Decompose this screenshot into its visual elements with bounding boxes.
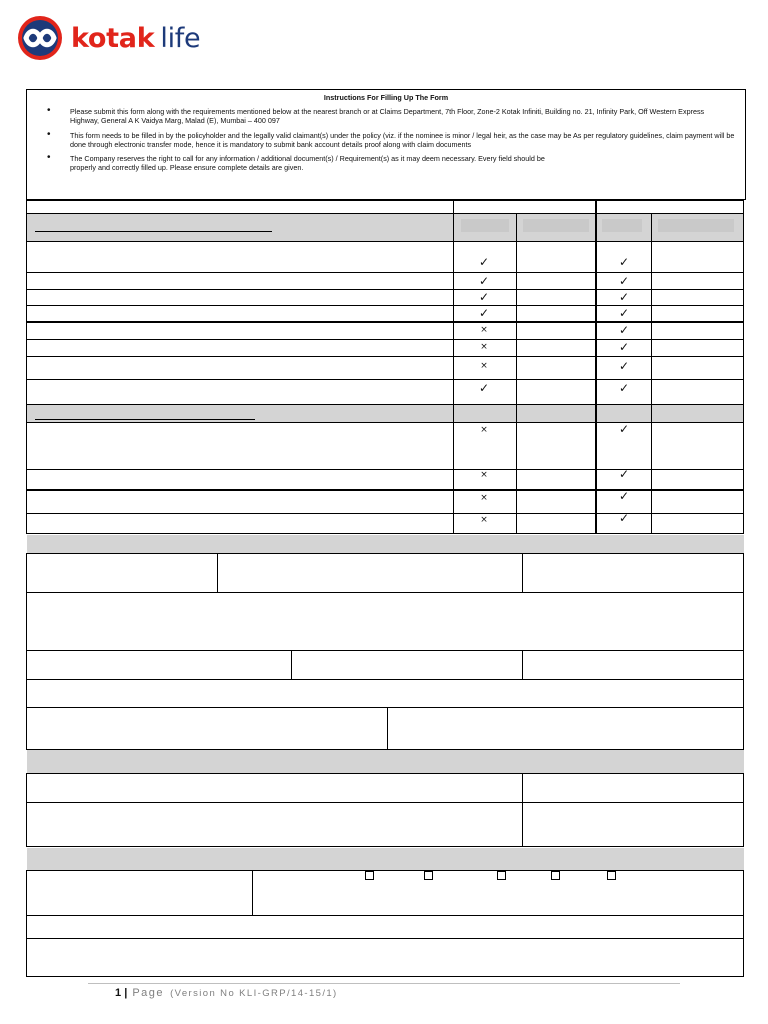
header-cell bbox=[523, 219, 589, 232]
form-rule bbox=[26, 870, 744, 871]
instructions-box bbox=[26, 89, 746, 200]
form-rule bbox=[522, 773, 523, 847]
check-icon: ✓ bbox=[618, 290, 630, 304]
form-rule bbox=[217, 553, 218, 592]
check-icon: ✓ bbox=[618, 306, 630, 320]
section-header-band bbox=[27, 848, 744, 870]
instruction-item: • The Company reserves the right to call for any information / additional document(s) / Requirement(s) as it may deem necessary. Every field should be properly and correctly filled up. Please ensure complete details are given. bbox=[37, 154, 735, 173]
check-icon: ✓ bbox=[478, 306, 490, 320]
kotak-life-logo bbox=[17, 15, 200, 61]
section-underline bbox=[35, 419, 255, 420]
option-checkbox[interactable] bbox=[551, 871, 560, 880]
table-rule bbox=[26, 213, 744, 214]
section-header-band bbox=[27, 535, 744, 553]
check-icon: ✓ bbox=[618, 323, 630, 337]
header-underline bbox=[35, 231, 272, 232]
table-rule bbox=[26, 289, 744, 290]
cross-icon: × bbox=[480, 425, 488, 435]
check-icon: ✓ bbox=[618, 511, 630, 525]
header-cell bbox=[602, 219, 642, 232]
cross-icon: × bbox=[480, 493, 488, 503]
table-rule bbox=[26, 200, 27, 534]
form-rule bbox=[26, 938, 744, 939]
cross-icon: × bbox=[480, 515, 488, 525]
header-cell bbox=[461, 219, 509, 232]
check-icon: ✓ bbox=[618, 489, 630, 503]
form-rule bbox=[26, 915, 744, 916]
instruction-item: • Please submit this form along with the requirements mentioned below at the nearest branch or at Claims Department, 7th Floor, Zone-2 Kotak Infiniti, Building no. 21, Infinity Park, Off Western Express Highway, General A K Vaidya Marg, Malad (E), Mumbai – 400 097 bbox=[37, 107, 735, 126]
form-rule bbox=[26, 592, 744, 593]
form-rule bbox=[26, 650, 744, 651]
form-rule bbox=[26, 870, 27, 977]
logo-word-kotak: kotak bbox=[71, 22, 155, 54]
form-rule bbox=[26, 802, 744, 803]
option-checkbox[interactable] bbox=[497, 871, 506, 880]
table-rule bbox=[26, 489, 744, 491]
check-icon: ✓ bbox=[478, 381, 490, 395]
table-rule bbox=[26, 404, 744, 405]
check-icon: ✓ bbox=[618, 381, 630, 395]
form-rule bbox=[26, 846, 744, 847]
table-rule bbox=[26, 200, 744, 201]
table-rule bbox=[651, 213, 652, 534]
table-rule bbox=[26, 241, 744, 242]
table-rule bbox=[26, 305, 744, 306]
check-icon: ✓ bbox=[478, 274, 490, 288]
logo-wordmark bbox=[71, 23, 200, 54]
form-rule bbox=[26, 679, 744, 680]
form-rule bbox=[743, 553, 744, 750]
table-rule bbox=[595, 200, 597, 534]
form-rule bbox=[26, 773, 744, 774]
table-rule bbox=[26, 379, 744, 380]
table-rule bbox=[516, 213, 517, 534]
option-checkbox[interactable] bbox=[424, 871, 433, 880]
form-rule bbox=[26, 976, 744, 977]
cross-icon: × bbox=[480, 342, 488, 352]
check-icon: ✓ bbox=[618, 359, 630, 373]
page-label: Page bbox=[132, 987, 165, 999]
form-rule bbox=[26, 773, 27, 847]
table-rule bbox=[26, 513, 744, 514]
instructions-list bbox=[37, 107, 735, 173]
instruction-item: • This form needs to be filled in by the policyholder and the legally valid claimant(s) under the policy (viz. if the nominee is minor / legal heir, as the case may be As per regulatory guidelines, claim payment will be done through electronic transfer mode, hence it is mandatory to submit bank account details proof along with claim documents bbox=[37, 131, 735, 150]
form-rule bbox=[252, 870, 253, 915]
footer-separator: | bbox=[124, 987, 128, 999]
table-rule bbox=[26, 533, 744, 534]
table-rule bbox=[26, 339, 744, 340]
instructions-title: Instructions For Filling Up The Form bbox=[323, 93, 449, 102]
table-rule bbox=[26, 356, 744, 357]
check-icon: ✓ bbox=[618, 467, 630, 481]
table-rule bbox=[453, 200, 454, 534]
check-icon: ✓ bbox=[618, 422, 630, 436]
table-rule bbox=[26, 272, 744, 273]
form-rule bbox=[26, 553, 27, 750]
table-rule bbox=[26, 422, 744, 423]
check-icon: ✓ bbox=[478, 290, 490, 304]
check-icon: ✓ bbox=[618, 340, 630, 354]
cross-icon: × bbox=[480, 325, 488, 335]
option-checkbox[interactable] bbox=[365, 871, 374, 880]
check-icon: ✓ bbox=[478, 255, 490, 269]
check-icon: ✓ bbox=[618, 255, 630, 269]
form-rule bbox=[26, 707, 744, 708]
cross-icon: × bbox=[480, 361, 488, 371]
form-rule bbox=[743, 870, 744, 977]
kotak-logo-icon bbox=[17, 15, 63, 61]
form-rule bbox=[743, 773, 744, 847]
form-rule bbox=[387, 707, 388, 749]
table-rule bbox=[26, 469, 744, 470]
form-rule bbox=[291, 650, 292, 679]
section-header-band bbox=[27, 750, 744, 773]
version-number: (Version No KLI-GRP/14-15/1) bbox=[170, 988, 338, 999]
form-rule bbox=[26, 553, 744, 554]
option-checkbox[interactable] bbox=[607, 871, 616, 880]
check-icon: ✓ bbox=[618, 274, 630, 288]
page-footer bbox=[115, 987, 338, 999]
cross-icon: × bbox=[480, 470, 488, 480]
page-number: 1 bbox=[115, 987, 122, 999]
footer-rule bbox=[88, 983, 680, 984]
form-rule bbox=[522, 553, 523, 592]
form-rule bbox=[522, 650, 523, 679]
table-rule bbox=[743, 200, 744, 534]
logo-word-life: life bbox=[160, 22, 201, 54]
table-rule bbox=[26, 321, 744, 323]
header-cell bbox=[658, 219, 734, 232]
